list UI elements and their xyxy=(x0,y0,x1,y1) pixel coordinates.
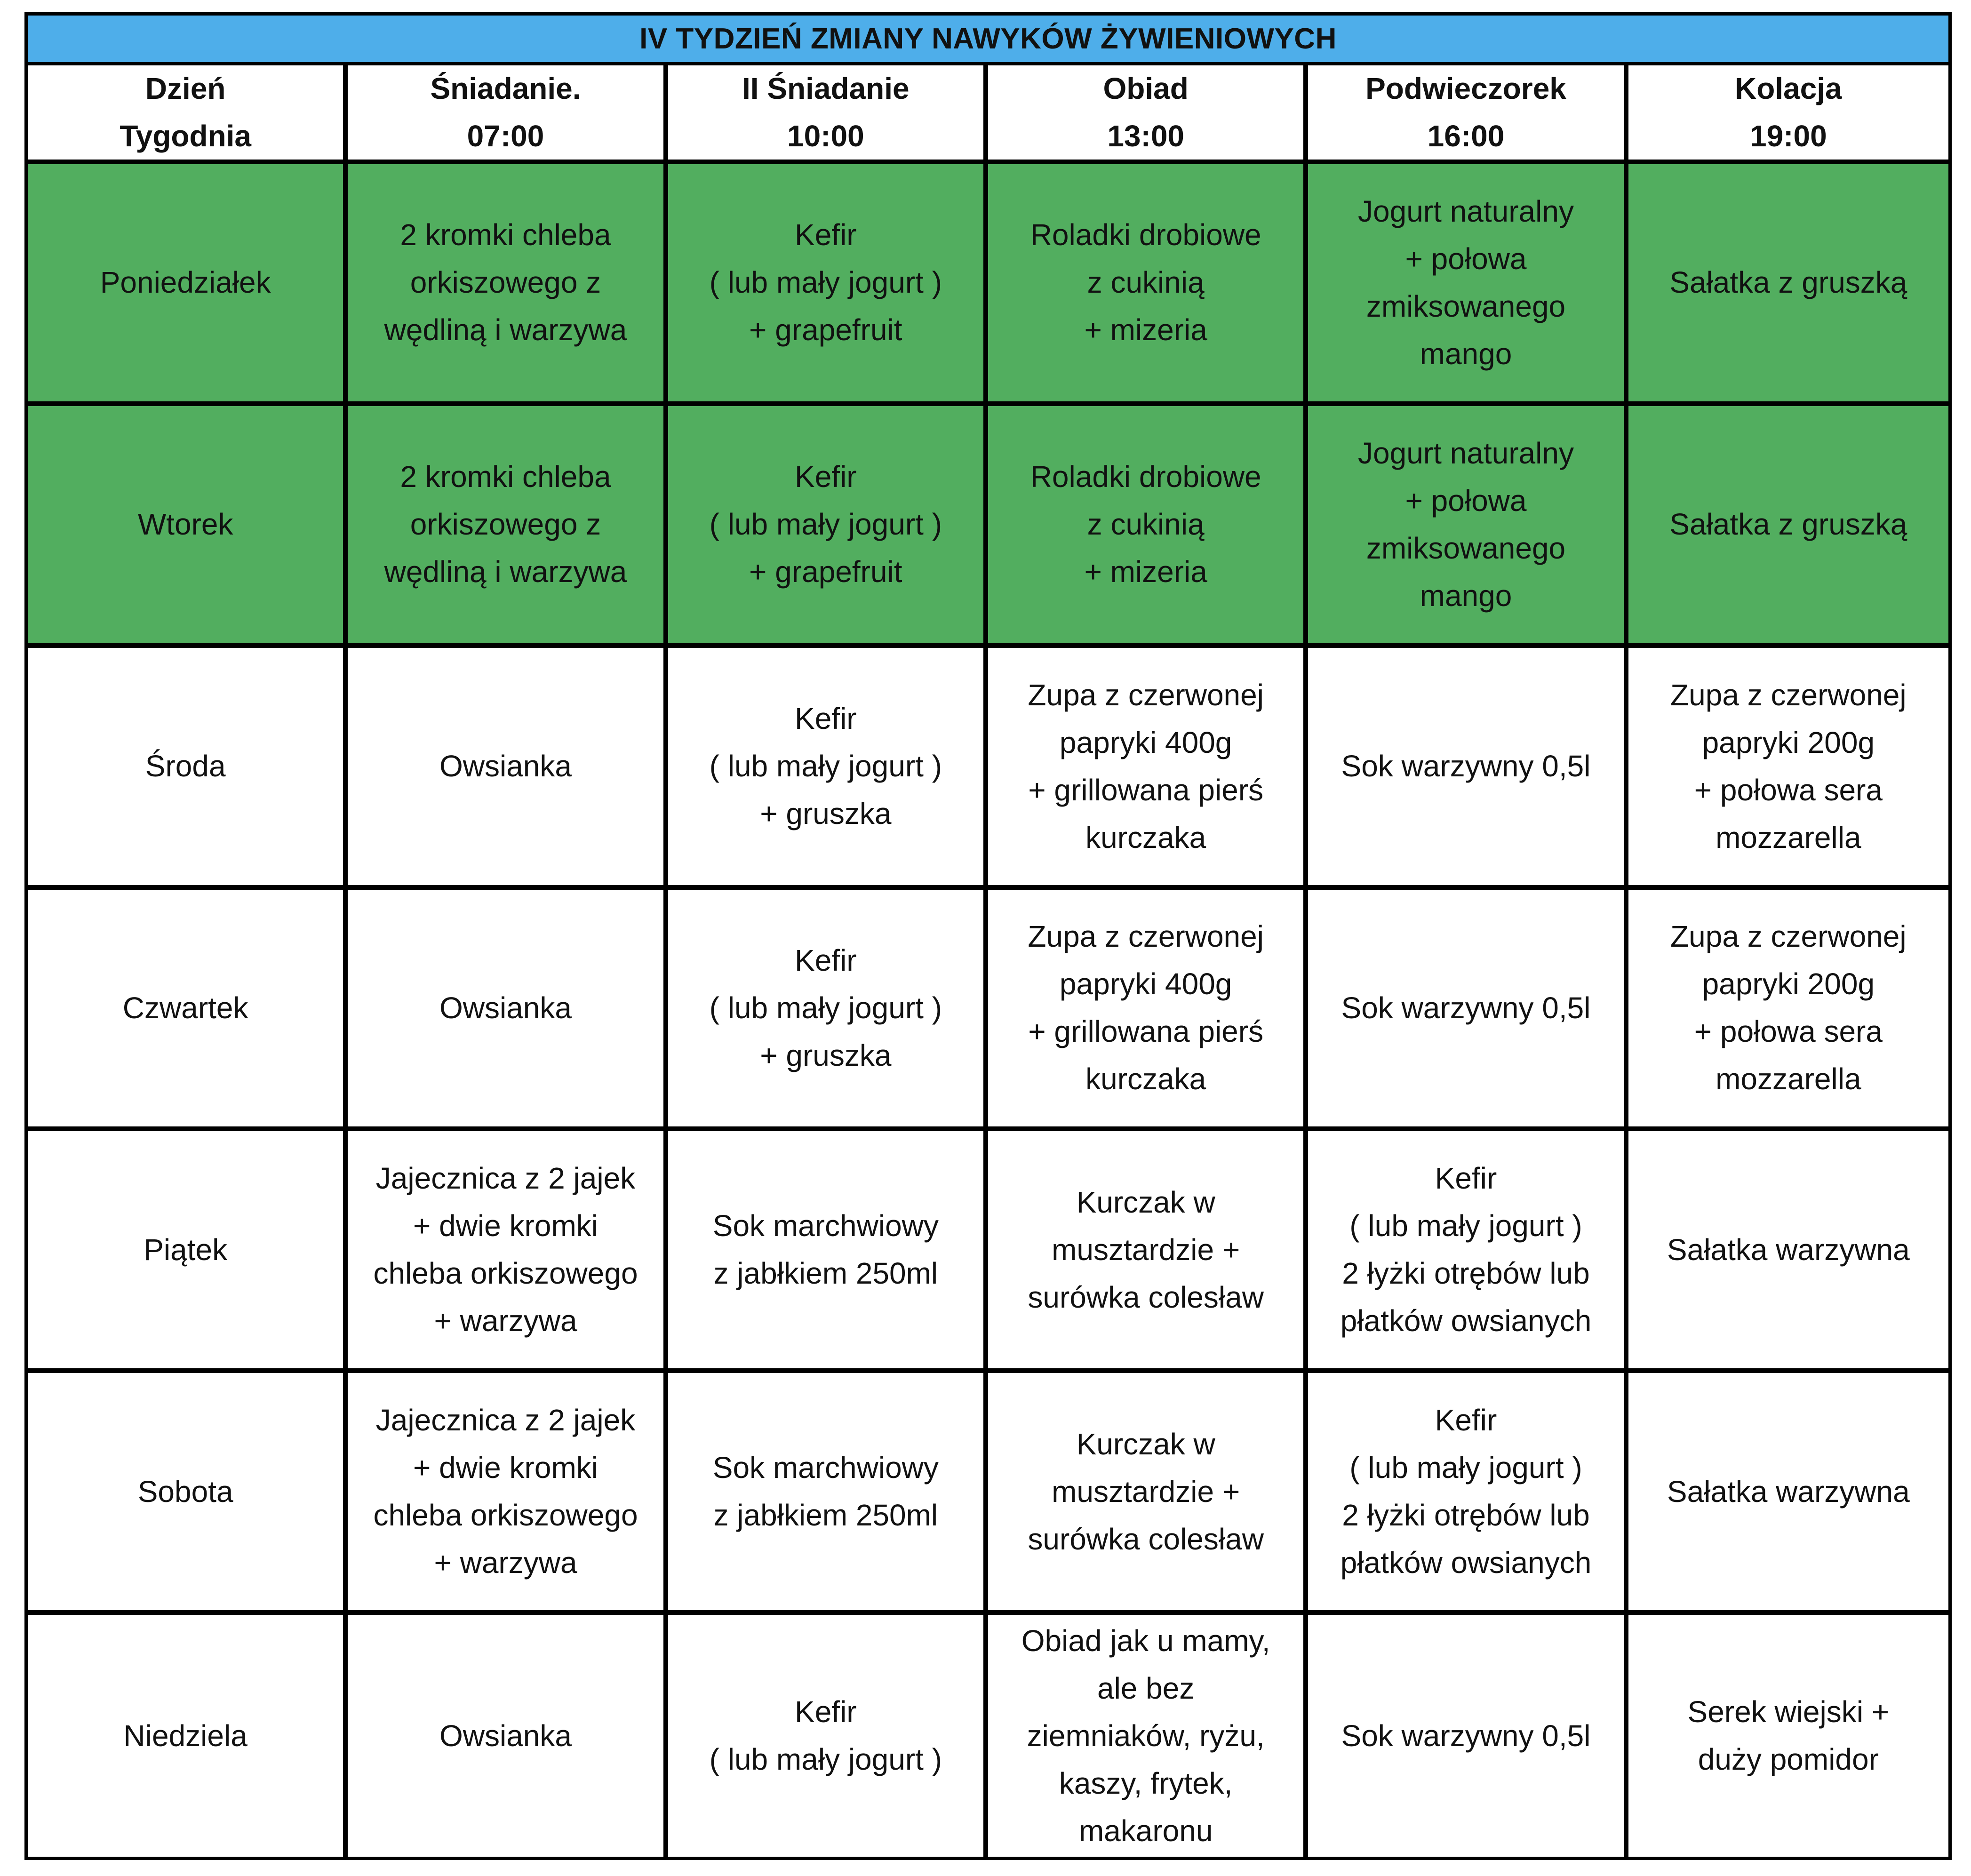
meal-cell: Owsianka xyxy=(348,890,668,1132)
meal-cell: Obiad jak u mamy, ale bez ziemniaków, ryżu, kaszy, frytek, makaronu xyxy=(988,1615,1308,1857)
header-second-breakfast: II Śniadanie 10:00 xyxy=(668,65,988,164)
meal-cell: Jajecznica z 2 jajek + dwie kromki chleba orkiszowego + warzywa xyxy=(348,1373,668,1615)
meal-cell: Zupa z czerwonej papryki 400g + grillowana pierś kurczaka xyxy=(988,890,1308,1132)
header-snack: Podwieczorek 16:00 xyxy=(1308,65,1628,164)
day-cell-saturday: Sobota xyxy=(28,1373,348,1615)
meal-cell: Zupa z czerwonej papryki 400g + grillowana pierś kurczaka xyxy=(988,648,1308,890)
meal-cell: Jogurt naturalny + połowa zmiksowanego mango xyxy=(1308,406,1628,648)
meal-cell: Kurczak w musztardzie + surówka colesław xyxy=(988,1131,1308,1373)
meal-cell: Sałatka warzywna xyxy=(1628,1373,1948,1615)
meal-cell: Owsianka xyxy=(348,648,668,890)
day-cell-sunday: Niedziela xyxy=(28,1615,348,1857)
meal-cell: Kefir ( lub mały jogurt ) + grapefruit xyxy=(668,164,988,406)
meal-cell: Kefir ( lub mały jogurt ) 2 łyżki otrębów lub płatków owsianych xyxy=(1308,1373,1628,1615)
header-dinner: Kolacja 19:00 xyxy=(1628,65,1948,164)
meal-cell: Roladki drobiowe z cukinią + mizeria xyxy=(988,164,1308,406)
day-cell-friday: Piątek xyxy=(28,1131,348,1373)
meal-plan-table xyxy=(24,12,1952,1860)
meal-cell: Sałatka warzywna xyxy=(1628,1131,1948,1373)
meal-cell: Kefir ( lub mały jogurt ) + gruszka xyxy=(668,890,988,1132)
header-day: Dzień Tygodnia xyxy=(28,65,348,164)
meal-cell: Sałatka z gruszką xyxy=(1628,406,1948,648)
meal-cell: Sok warzywny 0,5l xyxy=(1308,890,1628,1132)
day-cell-wednesday: Środa xyxy=(28,648,348,890)
meal-cell: Jajecznica z 2 jajek + dwie kromki chleba orkiszowego + warzywa xyxy=(348,1131,668,1373)
meal-cell: Kefir ( lub mały jogurt ) + grapefruit xyxy=(668,406,988,648)
meal-cell: Kefir ( lub mały jogurt ) xyxy=(668,1615,988,1857)
header-breakfast: Śniadanie. 07:00 xyxy=(348,65,668,164)
day-cell-thursday: Czwartek xyxy=(28,890,348,1132)
meal-cell: 2 kromki chleba orkiszowego z wędliną i warzywa xyxy=(348,406,668,648)
header-lunch: Obiad 13:00 xyxy=(988,65,1308,164)
meal-cell: Owsianka xyxy=(348,1615,668,1857)
meal-cell: Jogurt naturalny + połowa zmiksowanego mango xyxy=(1308,164,1628,406)
table-title: IV TYDZIEŃ ZMIANY NAWYKÓW ŻYWIENIOWYCH xyxy=(28,16,1948,65)
meal-cell: Roladki drobiowe z cukinią + mizeria xyxy=(988,406,1308,648)
meal-cell: Kurczak w musztardzie + surówka colesław xyxy=(988,1373,1308,1615)
meal-cell: Zupa z czerwonej papryki 200g + połowa sera mozzarella xyxy=(1628,648,1948,890)
meal-cell: Zupa z czerwonej papryki 200g + połowa sera mozzarella xyxy=(1628,890,1948,1132)
meal-cell: Sok marchwiowy z jabłkiem 250ml xyxy=(668,1131,988,1373)
meal-cell: Sok warzywny 0,5l xyxy=(1308,1615,1628,1857)
meal-cell: Kefir ( lub mały jogurt ) + gruszka xyxy=(668,648,988,890)
meal-cell: 2 kromki chleba orkiszowego z wędliną i warzywa xyxy=(348,164,668,406)
day-cell-monday: Poniedziałek xyxy=(28,164,348,406)
meal-cell: Sok marchwiowy z jabłkiem 250ml xyxy=(668,1373,988,1615)
meal-grid xyxy=(28,65,1948,1857)
meal-cell: Kefir ( lub mały jogurt ) 2 łyżki otrębów lub płatków owsianych xyxy=(1308,1131,1628,1373)
day-cell-tuesday: Wtorek xyxy=(28,406,348,648)
meal-cell: Sok warzywny 0,5l xyxy=(1308,648,1628,890)
meal-cell: Serek wiejski + duży pomidor xyxy=(1628,1615,1948,1857)
meal-cell: Sałatka z gruszką xyxy=(1628,164,1948,406)
